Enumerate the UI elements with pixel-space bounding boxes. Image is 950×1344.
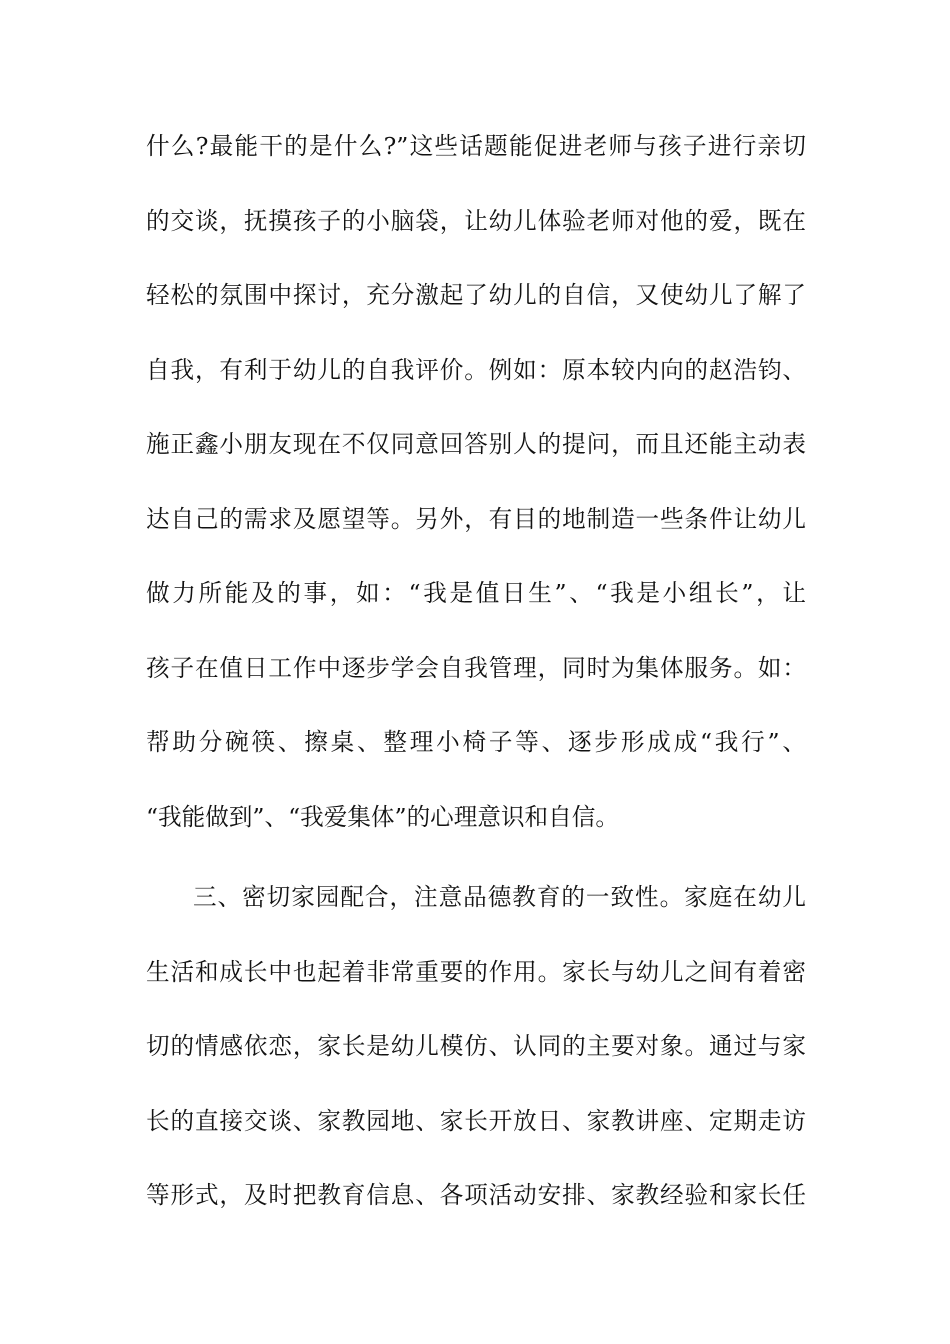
text-line: 自我，有利于幼儿的自我评价。例如：原本较内向的赵浩钧、 [146,356,806,384]
text-line: 切的情感依恋，家长是幼儿模仿、认同的主要对象。通过与家 [146,1032,806,1060]
paragraph-start-line: 三、密切家园配合，注意品德教育的一致性。家庭在幼儿 [193,883,806,911]
paragraph-end-line: “我能做到”、“我爱集体”的心理意识和自信。 [146,803,619,831]
text-line: 帮助分碗筷、擦桌、整理小椅子等、逐步形成成“我行”、 [146,728,806,756]
text-line: 生活和成长中也起着非常重要的作用。家长与幼儿之间有着密 [146,958,806,986]
text-line: 做力所能及的事，如：“我是值日生”、“我是小组长”，让 [146,579,806,607]
text-line: 长的直接交谈、家教园地、家长开放日、家教讲座、定期走访 [146,1107,806,1135]
text-line: 等形式，及时把教育信息、各项活动安排、家教经验和家长任 [146,1181,806,1209]
text-line: 的交谈，抚摸孩子的小脑袋，让幼儿体验老师对他的爱，既在 [146,207,806,235]
text-line: 什么?最能干的是什么?”这些话题能促进老师与孩子进行亲切 [146,132,806,160]
text-line: 施正鑫小朋友现在不仅同意回答别人的提问，而且还能主动表 [146,430,806,458]
text-line: 轻松的氛围中探讨，充分激起了幼儿的自信，又使幼儿了解了 [146,281,806,309]
text-line: 孩子在值日工作中逐步学会自我管理，同时为集体服务。如： [146,654,806,682]
text-line: 达自己的需求及愿望等。另外，有目的地制造一些条件让幼儿 [146,505,806,533]
